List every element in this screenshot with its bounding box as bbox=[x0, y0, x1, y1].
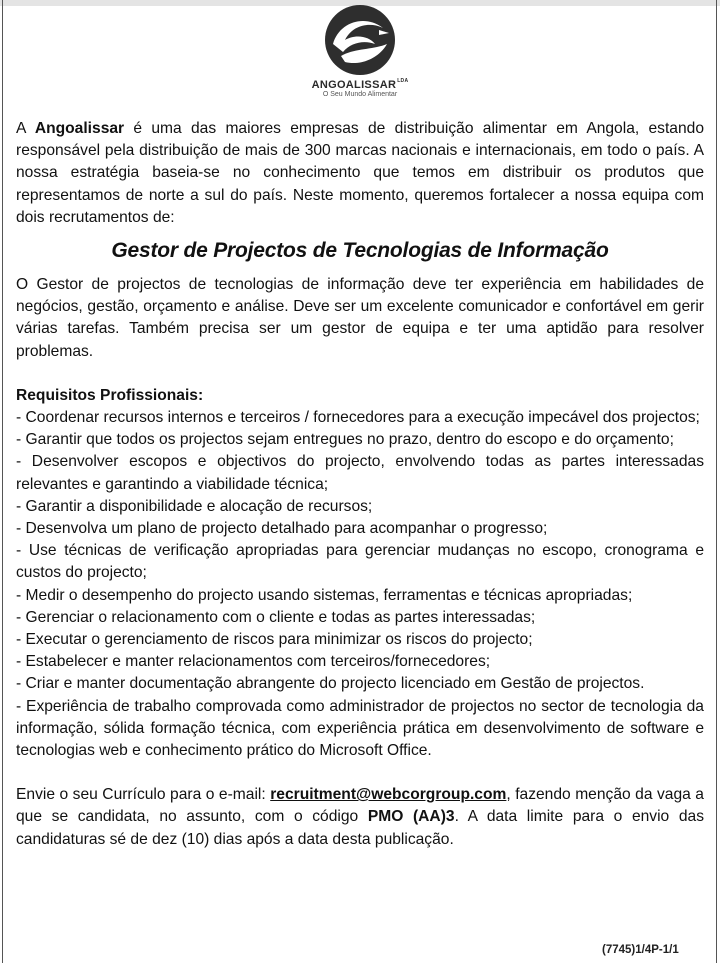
requirement-item: - Gerenciar o relacionamento com o cliente e todas as partes interessadas; bbox=[16, 608, 536, 626]
company-name: Angoalissar bbox=[34, 120, 125, 137]
requirement-item: - Executar o gerenciamento de riscos para minimizar os riscos do projecto; bbox=[16, 631, 533, 649]
application-instructions: Envie o seu Currículo para o e-mail: recruitment@webcorgroup.com, fazendo menção da vaga a que se candidata, no assunto, com o código PMO (AA)3. A data limite para o envio das candidaturas sé de dez (10) dias após a data desta publicação. bbox=[16, 786, 704, 848]
requirement-item: - Garantir a disponibilidade e alocação de recursos; bbox=[16, 497, 373, 515]
publication-reference: (7745)1/4P-1/1 bbox=[602, 944, 679, 956]
email-link[interactable]: recruitment@webcorgroup.com bbox=[270, 786, 507, 804]
intro-paragraph: A Angoalissar é uma das maiores empresas de distribuição alimentar em Angola, estando responsável pela distribuição de mais de 300 marcas nacionais e internacionais, em todo o país. A nossa estratégia baseia-se no conhecimento que temos em distribuir os produtos que representamos de norte a sul do país. Neste momento, queremos fortalecer a nossa equipa com dois recrutamentos de: bbox=[16, 120, 704, 226]
right-border bbox=[716, 0, 717, 963]
brand-suffix: LDA bbox=[397, 78, 409, 84]
requirement-item: - Coordenar recursos internos e terceiros / fornecedores para a execução impecável dos projectos; bbox=[16, 409, 700, 427]
requirement-item: - Use técnicas de verificação apropriadas para gerenciar mudanças no escopo, cronograma e custos do projecto; bbox=[16, 542, 704, 582]
job-code: PMO (AA)3 bbox=[367, 808, 455, 826]
requirement-item: - Medir o desempenho do projecto usando sistemas, ferramentas e técnicas apropriadas; bbox=[16, 586, 633, 604]
requirement-item: - Experiência de trabalho comprovada como administrador de projectos no sector de tecnologia da informação, sólida formação técnica, com experiência prática em desenvolvimento de software e tecnologias web e conhecimento prático do Microsoft Office. bbox=[16, 697, 704, 760]
ad-body bbox=[16, 118, 704, 851]
brand-name: $ANGOALISSAR^{LDA}$ bbox=[311, 78, 409, 91]
requirement-item: - Estabelecer e manter relacionamentos com terceiros/fornecedores; bbox=[16, 653, 491, 671]
requirement-item: - Desenvolver escopos e objectivos do projecto, envolvendo todas as partes interessadas relevantes e garantindo a viabilidade técnica; bbox=[16, 453, 704, 493]
requirements-list bbox=[16, 407, 704, 762]
job-description: O Gestor de projectos de tecnologias de informação deve ter experiência em habilidades de negócios, gestão, orçamento e análise. Deve ser um excelente comunicador e confortável em gerir várias tarefas. Também precisa ser um gestor de equipa e ter uma aptidão para resolver problemas. bbox=[16, 276, 704, 360]
requirement-item: - Criar e manter documentação abrangente do projecto licenciado em Gestão de projectos. bbox=[16, 675, 645, 693]
requirement-item: - Desenvolva um plano de projecto detalhado para acompanhar o progresso; bbox=[16, 520, 548, 538]
job-title: Gestor de Projectos de Tecnologias de Informação bbox=[111, 239, 609, 263]
bird-emblem-icon bbox=[321, 4, 399, 76]
brand-tagline: O Seu Mundo Alimentar bbox=[322, 91, 398, 98]
requirement-item: - Garantir que todos os projectos sejam entregues no prazo, dentro do escopo e do orçamento; bbox=[16, 431, 674, 449]
company-logo bbox=[300, 4, 420, 108]
requirements-heading: Requisitos Profissionais: bbox=[16, 386, 204, 404]
left-border bbox=[2, 0, 3, 963]
